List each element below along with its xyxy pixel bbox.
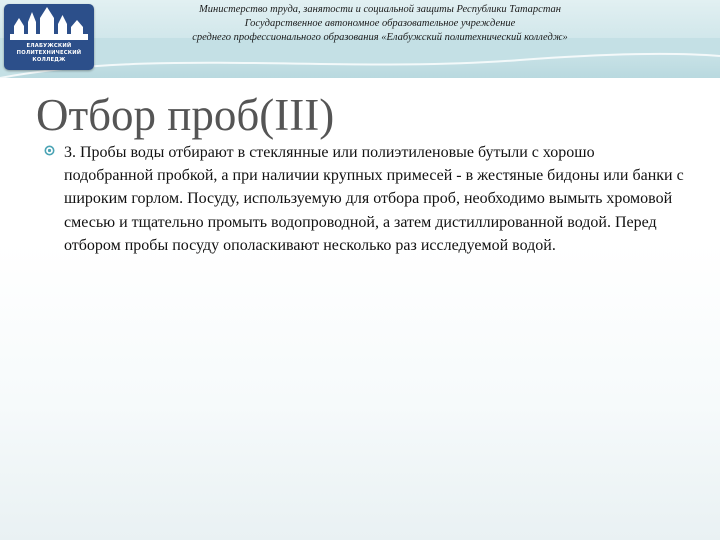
bullet-text: 3. Пробы воды отбирают в стеклянные или полиэтиленовые бутыли с хорошо подобранной пробкой, а при наличии крупных примесей - в жестяные бидоны или банки с широким горлом. Посуду, используемую для отбора проб, необходимо вымыть хромовой смесью и тщательно промыть водопроводной, а затем дистиллированной водой. Перед отбором пробы посуду ополаскивают несколько раз исследуемой водой. — [64, 144, 684, 254]
kremlin-silhouette-icon — [4, 4, 94, 44]
slide-title: Отбор проб(III) — [36, 90, 335, 140]
org-line-institution-type: Государственное автономное образовательное учреждение — [244, 18, 516, 29]
header-wave-decoration — [0, 38, 720, 98]
logo-line: ПОЛИТЕХНИЧЕСКИЙ — [16, 50, 82, 56]
organization-header — [110, 3, 650, 45]
logo-line: ЕЛАБУЖСКИЙ — [26, 43, 72, 49]
logo-text — [4, 43, 94, 64]
org-line-ministry: Министерство труда, занятости и социальной защиты Республики Татарстан — [199, 4, 561, 15]
logo-line: КОЛЛЕДЖ — [32, 57, 66, 63]
college-logo — [4, 4, 94, 70]
org-line-institution-name: среднего профессионального образования «Елабужский политехнический колледж» — [192, 32, 568, 43]
circle-bullet-icon — [44, 145, 55, 156]
